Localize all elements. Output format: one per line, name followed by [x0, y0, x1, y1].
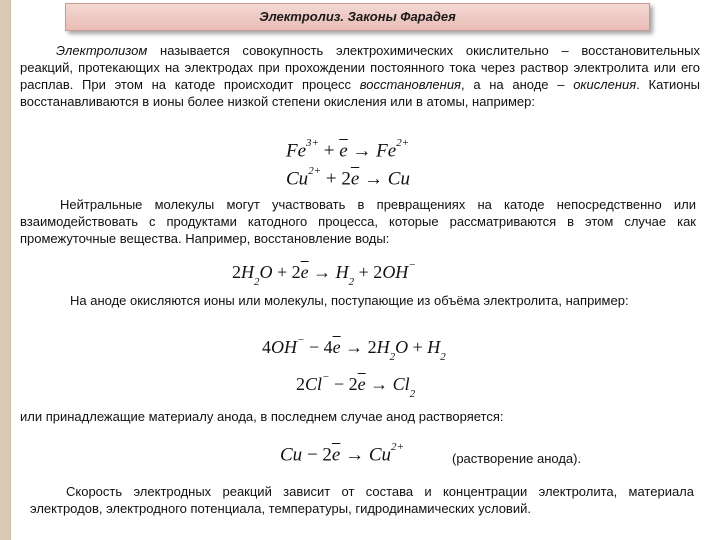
formula-cu-reduction: $Cu^{2+} + 2\overline{e} \to Cu$ — [286, 165, 410, 190]
paragraph-anode-material: или принадлежащие материалу анода, в последнем случае анод растворяется: — [20, 409, 504, 424]
paragraph-neutral-molecules: Нейтральные молекулы могут участвовать в превращениях на катоде непосредственно или взаимодействовать с продуктами катодного процесса, которые рассматриваются в этом случае как промежуточные вещества. Например, восстановление воды: — [20, 197, 696, 246]
paragraph-electrolysis-definition — [20, 42, 700, 110]
paragraph-reaction-rate: Скорость электродных реакций зависит от состава и концентрации электролита, материала электродов, электродного потенциала, температуры, гидродинамических условий. — [30, 484, 694, 516]
p1-text3: . Катионы восстанавливаются в ионы более низкой степени окисления или в атомы, например: — [20, 77, 700, 109]
left-margin-line — [10, 0, 11, 540]
p1-text1: называется совокупность электрохимических окислительно – восстановительных реакций, протекающих на электродах при прохождении постоянного тока через раствор электролита или его расплав. При этом на катоде происходит процесс — [20, 43, 700, 92]
formula-fe-reduction: $Fe^{3+} + \overline{e} \to Fe^{2+}$ — [286, 137, 410, 162]
formula-anode-dissolution: $Cu - 2\overline{e} \to Cu^{2+}$ — [280, 441, 404, 466]
page-title: Электролиз. Законы Фарадея — [65, 3, 650, 31]
anode-dissolution-note: (растворение анода). — [452, 451, 582, 466]
formula-chloride-oxidation: $2Cl^- - 2\overline{e} \to Cl_2$ — [296, 371, 416, 400]
term-electrolysis: Электролизом — [56, 43, 148, 58]
term-reduction: восстановления — [359, 77, 461, 92]
p1-text2: , а на аноде – — [461, 77, 574, 92]
formula-water-reduction: $2H_2O + 2\overline{e} \to H_2 + 2OH^-$ — [232, 259, 416, 288]
paragraph-anode-oxidation: На аноде окисляются ионы или молекулы, поступающие из объёма электролита, например: — [70, 293, 629, 308]
formula-hydroxide-oxidation: $4OH^- - 4\overline{e} \to 2H_2O + H_2$ — [262, 334, 446, 363]
term-oxidation: окисления — [573, 77, 637, 92]
